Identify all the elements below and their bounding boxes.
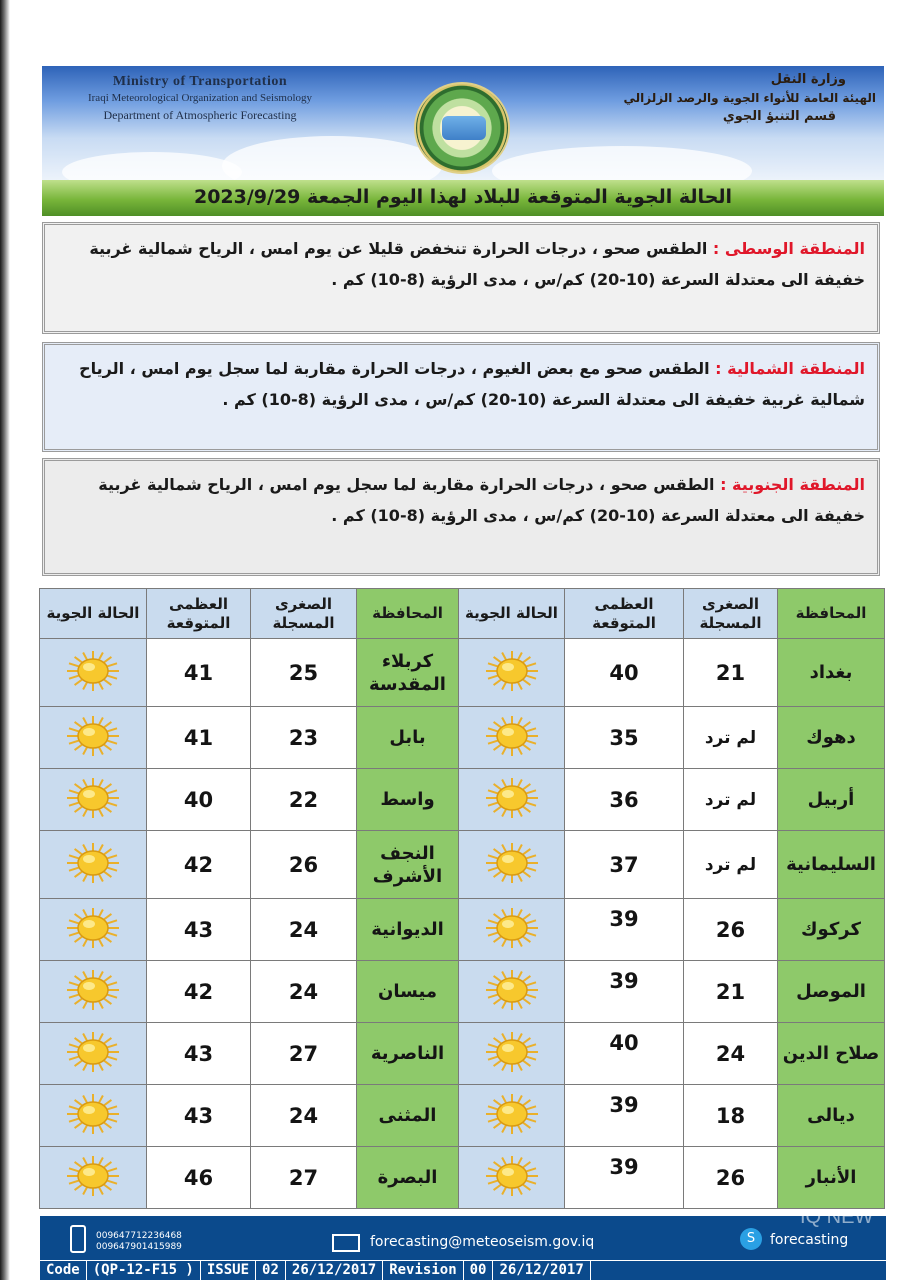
min-temp-cell: 27 (251, 1147, 357, 1209)
skype-handle[interactable]: forecasting (770, 1232, 849, 1248)
ministry-name-en: Ministry of Transportation (112, 74, 288, 89)
min-temp-cell: 23 (251, 707, 357, 769)
sun-icon (65, 1030, 121, 1074)
phone-number: 009647901415989 (96, 1242, 182, 1252)
condition-cell (40, 1023, 147, 1085)
revision-date: 26/12/2017 (493, 1261, 590, 1280)
table-row (40, 1023, 885, 1085)
header-min-temp: الصغرى المسجلة (251, 589, 357, 639)
header-max-temp: العظمى المتوقعة (147, 589, 251, 639)
region-south (42, 458, 880, 576)
max-temp-cell: 40 (147, 769, 251, 831)
table-row (40, 769, 885, 831)
max-temp-cell: 41 (147, 707, 251, 769)
max-temp-cell: 39 (565, 899, 684, 961)
header-banner (42, 66, 884, 182)
province-cell: المثنى (357, 1085, 459, 1147)
province-cell: دهوك (778, 707, 885, 769)
header-condition: الحالة الجوية (459, 589, 565, 639)
province-cell: السليمانية (778, 831, 885, 899)
sun-icon (65, 714, 121, 758)
condition-cell (40, 639, 147, 707)
max-temp-cell: 37 (565, 831, 684, 899)
province-cell: الموصل (778, 961, 885, 1023)
region-text: الطقس صحو ، درجات الحرارة تنخفض قليلا عن يوم امس ، الرياح شمالية غربية خفيفة الى معتدلة السرعة (10-20) كم/س ، مدى الرؤية (8-10) كم . (89, 239, 865, 289)
min-temp-cell: لم ترد (684, 769, 778, 831)
condition-cell (40, 831, 147, 899)
forecast-title-bar (42, 180, 884, 216)
condition-cell (459, 831, 565, 899)
code-value: (QP-12-F15 ) (87, 1261, 201, 1280)
min-temp-cell: 22 (251, 769, 357, 831)
province-cell: أربيل (778, 769, 885, 831)
header-max-temp: العظمى المتوقعة (565, 589, 684, 639)
sun-icon (484, 968, 540, 1012)
max-temp-cell: 42 (147, 831, 251, 899)
sun-icon (65, 776, 121, 820)
max-temp-cell: 46 (147, 1147, 251, 1209)
contact-email[interactable]: forecasting@meteoseism.gov.iq (370, 1234, 595, 1250)
province-cell: كربلاء المقدسة (357, 639, 459, 707)
ministry-name-ar: وزارة النقل (770, 72, 846, 87)
condition-cell (40, 1085, 147, 1147)
forecast-title: الحالة الجوية المتوقعة للبلاد لهذا اليوم الجمعة 2023/9/29 (193, 186, 733, 208)
max-temp-cell: 36 (565, 769, 684, 831)
watermark: IQ NEW (800, 1206, 874, 1228)
sun-icon (65, 841, 121, 885)
envelope-icon (332, 1234, 360, 1252)
sun-icon (484, 841, 540, 885)
max-temp-cell: 43 (147, 1085, 251, 1147)
condition-cell (459, 1147, 565, 1209)
region-text: الطقس صحو مع بعض الغيوم ، درجات الحرارة مقاربة لما سجل يوم امس ، الرياح شمالية غربية خفيفة الى معتدلة السرعة (10-20) كم/س ، مدى الرؤية (8-10) كم . (79, 359, 865, 409)
province-cell: بابل (357, 707, 459, 769)
forecast-table-wrap (39, 588, 884, 1213)
min-temp-cell: 21 (684, 639, 778, 707)
issue-number: 02 (256, 1261, 286, 1280)
condition-cell (459, 961, 565, 1023)
sun-icon (65, 1092, 121, 1136)
table-row (40, 961, 885, 1023)
header-min-temp: الصغرى المسجلة (684, 589, 778, 639)
table-header-row (40, 589, 885, 639)
max-temp-cell: 39 (565, 961, 684, 1023)
forecast-table (39, 588, 885, 1209)
min-temp-cell: لم ترد (684, 831, 778, 899)
organization-name-en: Iraqi Meteorological Organization and Seismology (87, 92, 313, 104)
region-name: المنطقة الجنوبية : (720, 475, 865, 494)
province-cell: ديالى (778, 1085, 885, 1147)
min-temp-cell: 18 (684, 1085, 778, 1147)
province-cell: الناصرية (357, 1023, 459, 1085)
department-name-en: Department of Atmospheric Forecasting (103, 108, 297, 122)
min-temp-cell: 24 (684, 1023, 778, 1085)
min-temp-cell: 24 (251, 1085, 357, 1147)
condition-cell (40, 1147, 147, 1209)
max-temp-cell: 39 (565, 1147, 684, 1209)
header-english (50, 74, 350, 123)
table-row (40, 899, 885, 961)
table-row (40, 831, 885, 899)
table-row (40, 1147, 885, 1209)
province-cell: بغداد (778, 639, 885, 707)
condition-cell (40, 707, 147, 769)
province-cell: ميسان (357, 961, 459, 1023)
max-temp-cell: 41 (147, 639, 251, 707)
sun-icon (65, 1154, 121, 1198)
min-temp-cell: 24 (251, 899, 357, 961)
revision-label: Revision (383, 1261, 463, 1280)
code-label: Code (40, 1261, 87, 1280)
province-cell: صلاح الدين (778, 1023, 885, 1085)
issue-date: 26/12/2017 (286, 1261, 383, 1280)
max-temp-cell: 43 (147, 1023, 251, 1085)
condition-cell (40, 961, 147, 1023)
phone-icon (70, 1225, 86, 1253)
issue-label: ISSUE (201, 1261, 256, 1280)
min-temp-cell: لم ترد (684, 707, 778, 769)
phone-number: 009647712236468 (96, 1231, 182, 1241)
document-code-bar (40, 1260, 886, 1280)
province-cell: الديوانية (357, 899, 459, 961)
region-north (42, 342, 880, 452)
max-temp-cell: 40 (565, 1023, 684, 1085)
condition-cell (459, 899, 565, 961)
province-cell: كركوك (778, 899, 885, 961)
sun-icon (484, 1154, 540, 1198)
revision-number: 00 (464, 1261, 494, 1280)
condition-cell (459, 769, 565, 831)
max-temp-cell: 35 (565, 707, 684, 769)
header-province: المحافظة (357, 589, 459, 639)
organization-logo (414, 82, 510, 174)
min-temp-cell: 21 (684, 961, 778, 1023)
organization-name-ar: الهيئة العامة للأنواء الجوية والرصد الزلزالي (623, 91, 876, 105)
sun-icon (484, 714, 540, 758)
max-temp-cell: 39 (565, 1085, 684, 1147)
min-temp-cell: 26 (684, 1147, 778, 1209)
sun-icon (65, 649, 121, 693)
table-row (40, 639, 885, 707)
header-province: المحافظة (778, 589, 885, 639)
province-cell: البصرة (357, 1147, 459, 1209)
max-temp-cell: 43 (147, 899, 251, 961)
sun-icon (484, 649, 540, 693)
page-edge-shadow (0, 0, 10, 1280)
region-text: الطقس صحو ، درجات الحرارة مقاربة لما سجل يوم امس ، الرياح شمالية غربية خفيفة الى معتدلة السرعة (10-20) كم/س ، مدى الرؤية (8-10) كم . (98, 475, 865, 525)
condition-cell (459, 707, 565, 769)
table-row (40, 707, 885, 769)
min-temp-cell: 25 (251, 639, 357, 707)
table-row (40, 1085, 885, 1147)
max-temp-cell: 42 (147, 961, 251, 1023)
footer (40, 1216, 886, 1280)
min-temp-cell: 27 (251, 1023, 357, 1085)
region-name: المنطقة الشمالية : (715, 359, 865, 378)
condition-cell (459, 639, 565, 707)
min-temp-cell: 24 (251, 961, 357, 1023)
max-temp-cell: 40 (565, 639, 684, 707)
province-cell: الأنبار (778, 1147, 885, 1209)
sun-icon (484, 776, 540, 820)
sun-icon (484, 1030, 540, 1074)
sun-icon (65, 968, 121, 1012)
province-cell: النجف الأشرف (357, 831, 459, 899)
condition-cell (459, 1023, 565, 1085)
min-temp-cell: 26 (684, 899, 778, 961)
min-temp-cell: 26 (251, 831, 357, 899)
header-arabic (616, 72, 876, 124)
sun-icon (484, 906, 540, 950)
province-cell: واسط (357, 769, 459, 831)
condition-cell (459, 1085, 565, 1147)
header-condition: الحالة الجوية (40, 589, 147, 639)
region-central (42, 222, 880, 334)
sun-icon (484, 1092, 540, 1136)
condition-cell (40, 769, 147, 831)
skype-icon: S (740, 1228, 762, 1250)
sun-icon (65, 906, 121, 950)
region-name: المنطقة الوسطى : (712, 239, 865, 258)
condition-cell (40, 899, 147, 961)
phone-numbers (96, 1231, 182, 1253)
department-name-ar: قسم التنبؤ الجوي (722, 109, 836, 124)
